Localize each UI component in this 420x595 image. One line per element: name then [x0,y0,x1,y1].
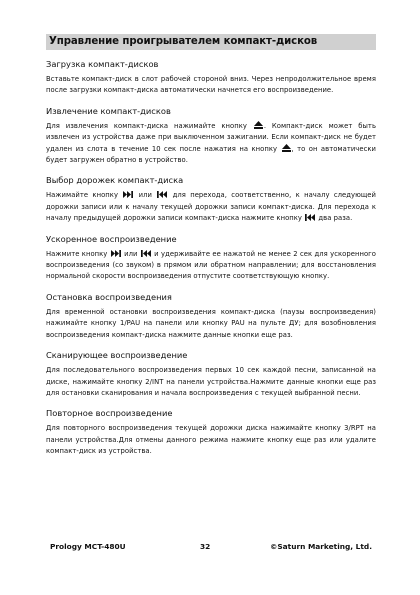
eject-icon [282,144,291,152]
title-bar [46,34,376,50]
section-heading: Загрузка компакт-дисков [46,59,159,69]
next-track-icon [123,191,133,198]
section-heading: Извлечение компакт-дисков [46,105,171,116]
paragraph-text: для перехода, соответственно, к началу следующей дорожки записи или к началу текущей дорожки записи компакт-диска. Для перехода к началу предыдущей дорожки записи компакт-диска нажмите кнопку [46,191,377,223]
section-heading: Повторное воспроизведение [46,408,173,419]
section-paragraph [46,249,376,283]
paragraph-text: . Компакт-диск может быть извлечен из устройства даже при выключенном зажигании. Если компакт-диск не будет удален из слота в течение 10 сек после нажатия на кнопку [46,121,376,153]
footer-copyright: ©Saturn Marketing, Ltd. [269,542,372,551]
section-paragraph [46,190,376,224]
section-heading: Ускоренное воспроизведение [46,233,177,244]
prev-track-icon [305,214,315,221]
paragraph-text: Вставьте компакт-диск в слот рабочей стороной вниз. Через непродолжительное время после загрузки компакт-диска автоматически начнется его воспроизведение. [46,75,376,95]
paragraph-text: или [121,249,140,258]
sections [46,59,376,458]
paragraph-text: два раза. [316,214,353,223]
section-paragraph [46,365,376,399]
page-number: 32 [200,542,211,551]
section-heading: Остановка воспроизведения [46,291,172,302]
section-heading: Сканирующее воспроизведение [46,350,188,361]
paragraph-text: Нажмите кнопку [46,249,110,258]
paragraph-text: Для временной остановки воспроизведения компакт-диска (паузы воспроизведения) нажимайте кнопку 1/PAU на панели или кнопку PAU на пульте ДУ; для возобновления воспроизведения компакт-диска нажмите данные кнопки еще раз. [46,307,376,339]
paragraph-text: и удерживайте ее нажатой не менее 2 сек для ускоренного воспроизведения (со звуком) в прямом или обратном направлении; для восстановления нормальной скорости воспроизведения отпустите соответствующую кнопку. [46,249,376,281]
section-paragraph [46,307,376,341]
next-track-icon [111,250,121,257]
section-paragraph [46,121,376,167]
section-paragraph [46,423,376,457]
paragraph-text: Для последовательного воспроизведения первых 10 сек каждой песни, записанной на диске, нажимайте кнопку 2/INT на панели устройства.Нажмите данные кнопки еще раз для остановки сканирования и начала воспроизведения с текущей выбранной песни. [46,366,376,397]
section-paragraph [46,74,376,97]
section-heading: Выбор дорожек компакт-диска [46,175,184,186]
paragraph-text: Для извлечения компакт-диска нажимайте кнопку [46,121,253,130]
prev-track-icon [157,191,167,198]
paragraph-text: , то он автоматически будет загружен обратно в устройство. [46,144,376,165]
prev-track-icon [141,250,151,257]
paragraph-text: Нажимайте кнопку [46,191,123,200]
footer-model: Prology MCT-480U [50,542,126,551]
eject-icon [254,121,263,129]
page-content [46,34,376,458]
page-title: Управление проигрывателем компакт-дисков [49,36,318,47]
paragraph-text: Для повторного воспроизведения текущей дорожки диска нажимайте кнопку 3/RPT на панели устройства.Для отмены данного режима нажмите кнопку еще раз или удалите компакт-диск из устройства. [46,424,376,456]
paragraph-text: или [134,191,157,200]
